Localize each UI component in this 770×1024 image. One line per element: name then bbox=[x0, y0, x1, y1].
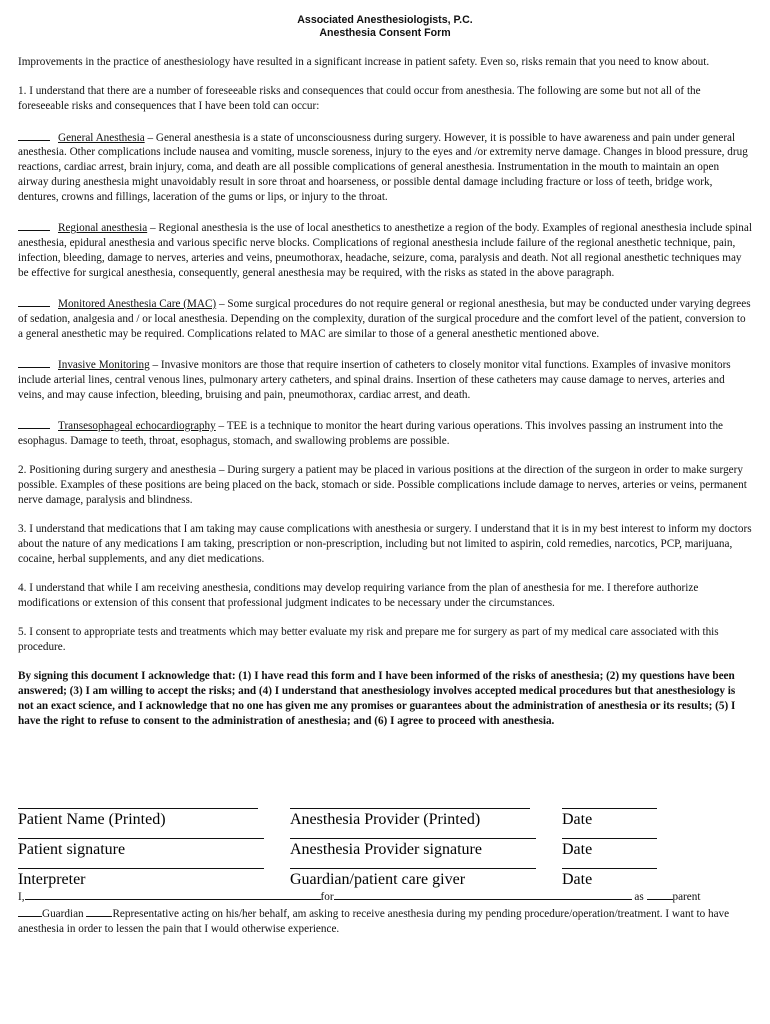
intro-paragraph: Improvements in the practice of anesthesiology have resulted in a significant increase in patient safety. Even so, risks remain that you need to know about. bbox=[18, 56, 710, 68]
provider-name-label: Anesthesia Provider (Printed) bbox=[290, 811, 481, 828]
name-blank[interactable] bbox=[25, 888, 321, 900]
patient-name-label: Patient Name (Printed) bbox=[18, 811, 166, 828]
provider-signature-label: Anesthesia Provider signature bbox=[290, 841, 482, 858]
risk-text: – Some surgical procedures do not require general or regional anesthesia, but may be conducted under varying degrees of sedation, analgesia and / or local anesthesia. Depending on the complexity, duration of the surgical procedure and the comfort level of the patient, conversion to a general anesthetic may be required. Complications related to MAC are similar to those of a general anesthetic mentioned above. bbox=[18, 297, 751, 340]
final-rest: Representative acting on his/her behalf, am asking to receive anesthesia during my pending procedure/operation/treatment. I want to have anesthesia in order to lessen the pain that I would otherwise experience. bbox=[18, 908, 730, 935]
risk-regional-anesthesia bbox=[18, 219, 752, 280]
signature-block bbox=[18, 796, 752, 886]
final-line-2 bbox=[18, 905, 754, 937]
final-line-1 bbox=[18, 888, 754, 905]
signature-row-3 bbox=[18, 856, 752, 886]
guardian-giver-label: Guardian/patient care giver bbox=[290, 871, 466, 888]
representative-blank[interactable] bbox=[86, 905, 112, 917]
date-line-1[interactable] bbox=[562, 808, 657, 809]
organization-name: Associated Anesthesiologists, P.C. bbox=[297, 14, 473, 26]
risk-text: – General anesthesia is a state of unconsciousness during surgery. However, it is possible to have awareness and pain under general anesthesia. Other complications include nausea and vomiting, muscle soreness, injury to the eyes and /or extremity nerve damage. Changes in blood pressure, drug reactions, cardiac arrest, brain injury, coma, and death are all possible complications of general anesthesia. Instrumentation in the mouth to maintain an open airway during anesthesia might unavoidably result in sore throat and hoarseness, or possible dental damage including fracture or loss of teeth, bridge work, dentures, crowns and fillings, laceration of the gums or lips, or injury to the throat. bbox=[18, 131, 748, 203]
risk-invasive-monitoring bbox=[18, 356, 752, 402]
initials-blank[interactable] bbox=[18, 356, 50, 368]
item-5-paragraph: 5. I consent to appropriate tests and treatments which may better evaluate my risk and prepare me for surgery as part of my medical care associated with this procedure. bbox=[18, 626, 719, 654]
patient-signature-line[interactable] bbox=[18, 838, 264, 839]
initials-blank[interactable] bbox=[18, 219, 50, 231]
final-i: I, bbox=[18, 891, 25, 903]
parent-blank[interactable] bbox=[647, 888, 673, 900]
patient-signature-label: Patient signature bbox=[18, 841, 126, 858]
interpreter-line[interactable] bbox=[18, 868, 264, 869]
initials-blank[interactable] bbox=[18, 129, 50, 141]
date-label-2: Date bbox=[562, 841, 593, 858]
risk-term: Invasive Monitoring bbox=[58, 358, 150, 371]
form-header bbox=[18, 14, 752, 40]
item-4-paragraph: 4. I understand that while I am receiving anesthesia, conditions may develop requiring variance from the plan of anesthesia for me. I therefore authorize modifications or extension of this consent that professional judgment indicates to be necessary under the circumstances. bbox=[18, 582, 699, 609]
risk-tee bbox=[18, 417, 752, 449]
initials-blank[interactable] bbox=[18, 417, 50, 429]
provider-name-line[interactable] bbox=[290, 808, 530, 809]
patient-name-line[interactable] bbox=[18, 808, 258, 809]
item-1-paragraph: 1. I understand that there are a number of foreseeable risks and consequences that could occur from anesthesia. The following are some but not all of the foreseeable risks and consequences that I have been told can occur: bbox=[18, 85, 701, 113]
signature-row-1 bbox=[18, 796, 752, 826]
risk-text: – Invasive monitors are those that require insertion of catheters to closely monitor vital functions. Examples of invasive monitors include arterial lines, central venous lines, pulmonary artery catheters, and spinal drains. Insertion of these catheters may cause damage to nerves, arteries and veins, and may cause infection, bleeding, bruising and pain, pneumothorax, cardiac arrest, and death. bbox=[18, 358, 731, 401]
risk-term: Transesophageal echocardiography bbox=[58, 419, 216, 432]
date-line-2[interactable] bbox=[562, 838, 657, 839]
signature-row-2 bbox=[18, 826, 752, 856]
date-line-3[interactable] bbox=[562, 868, 657, 869]
risk-text: – TEE is a technique to monitor the heart during various operations. This involves passing an instrument into the esophagus. Damage to teeth, throat, esophagus, stomach, and swallowing problems are possible. bbox=[18, 419, 724, 447]
final-as: as bbox=[631, 891, 647, 903]
provider-signature-line[interactable] bbox=[290, 838, 536, 839]
risk-mac bbox=[18, 295, 752, 341]
guardian-blank[interactable] bbox=[18, 905, 42, 917]
interpreter-label: Interpreter bbox=[18, 871, 86, 888]
date-label-3: Date bbox=[562, 871, 593, 888]
initials-blank[interactable] bbox=[18, 295, 50, 307]
guardian-giver-line[interactable] bbox=[290, 868, 536, 869]
risk-term: Regional anesthesia bbox=[58, 222, 148, 235]
risk-text: – Regional anesthesia is the use of local anesthetics to anesthetize a region of the body. Examples of regional anesthesia include spinal anesthesia, epidural anesthesia and various specific nerve blocks. Complications of regional anesthesia include failure of the regional anesthetic technique, pain, infection, bleeding, damage to nerves, arteries and veins, pneumothorax, headache, seizure, coma, paralysis and death. Not all regional anesthetic techniques may be effective for surgical anesthesia, consequently, general anesthesia may be required, with the risks as stated in the above paragraph. bbox=[18, 222, 752, 279]
date-label-1: Date bbox=[562, 811, 593, 828]
risk-term: Monitored Anesthesia Care (MAC) bbox=[58, 297, 217, 310]
final-guardian: Guardian bbox=[42, 908, 87, 920]
acknowledgement-paragraph: By signing this document I acknowledge that: (1) I have read this form and I have been informed of the risks of anesthesia; (2) my questions have been answered; (3) I am willing to accept the risks; and (4) I understand that anesthesiology involves accepted medical procedures but that anesthesiology is not an exact science, and I acknowledge that no one has given me any promises or guarantees about the administration of anesthesia or its results; (5) I have the right to refuse to consent to the administration of anesthesia; and (6) I agree to proceed with anesthesia. bbox=[18, 670, 736, 727]
item-3-paragraph: 3. I understand that medications that I am taking may cause complications with anesthesia or surgery. I understand that it is in my best interest to inform my doctors about the nature of any medications I am taking, prescription or non-prescription, including but not limited to aspirin, cold remedies, narcotics, PCP, marijuana, cocaine, herbal supplements, and any diet medications. bbox=[18, 523, 752, 565]
risk-term: General Anesthesia bbox=[58, 131, 145, 144]
final-for: for bbox=[320, 891, 334, 903]
patient-blank[interactable] bbox=[334, 888, 632, 900]
final-parent: parent bbox=[672, 891, 701, 903]
risk-general-anesthesia bbox=[18, 129, 752, 205]
item-2-paragraph: 2. Positioning during surgery and anesthesia – During surgery a patient may be placed in various positions at the direction of the surgeon in order to make surgery possible. Examples of these positions are being placed on the back, stomach or side. Possible complications include damage to nerves, arteries or veins, permanent nerve damage, paralysis and blindness. bbox=[18, 464, 747, 506]
final-statement bbox=[18, 888, 754, 937]
form-title: Anesthesia Consent Form bbox=[319, 27, 451, 39]
